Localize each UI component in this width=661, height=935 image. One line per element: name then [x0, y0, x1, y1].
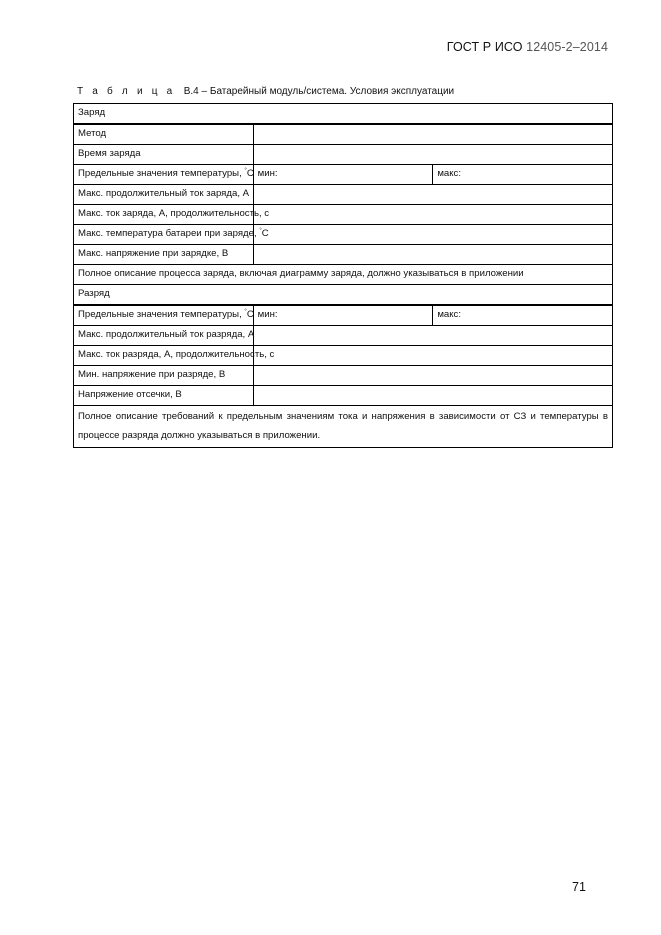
table-row	[74, 245, 613, 265]
charge-temp-min-cell[interactable]	[253, 165, 433, 185]
table-row	[74, 104, 613, 125]
discharge-temp-max-cell[interactable]	[433, 305, 613, 326]
discharge-note: Полное описание требований к предельным значениям тока и напряжения в зависимости от СЗ и температуры в процессе разряда должно указываться в приложении.	[74, 406, 613, 448]
celsius-unit: С	[261, 228, 269, 239]
table-row	[74, 305, 613, 326]
caption-title: Батарейный модуль/система. Условия эксплуатации	[209, 86, 455, 97]
max-cont-discharge-current-value-cell[interactable]	[253, 326, 612, 346]
discharge-temp-min-cell[interactable]	[253, 305, 433, 326]
cutoff-voltage-label: Напряжение отсечки, В	[74, 386, 254, 406]
max-charge-voltage-value-cell[interactable]	[253, 245, 612, 265]
charge-section-header: Заряд	[74, 104, 613, 125]
celsius-unit: С	[246, 168, 254, 179]
caption-dash: –	[201, 86, 208, 97]
max-battery-temp-value-cell[interactable]	[253, 225, 612, 245]
table-row	[74, 346, 613, 366]
max-cont-charge-current-value-cell[interactable]	[253, 185, 612, 205]
discharge-temp-label-cell	[74, 305, 254, 326]
table-row	[74, 145, 613, 165]
charge-note: Полное описание процесса заряда, включая диаграмму заряда, должно указываться в приложении	[74, 265, 613, 285]
max-charge-current-duration-value-cell[interactable]	[253, 205, 612, 225]
table-row	[74, 185, 613, 205]
max-discharge-current-duration-label: Макс. ток разряда, А, продолжительность, с	[74, 346, 254, 366]
table-row	[74, 386, 613, 406]
max-charge-voltage-label: Макс. напряжение при зарядке, В	[74, 245, 254, 265]
degree-sign: °	[259, 228, 262, 234]
degree-sign: °	[244, 309, 247, 315]
charge-temp-label: Предельные значения температуры,	[78, 168, 242, 179]
max-cont-charge-current-label: Макс. продолжительный ток заряда, А	[74, 185, 254, 205]
max-charge-current-duration-label: Макс. ток заряда, А, продолжительность, с	[74, 205, 254, 225]
table-row	[74, 265, 613, 285]
table-row	[74, 124, 613, 145]
table-caption	[77, 86, 454, 97]
max-label: макс:	[437, 168, 462, 179]
table-row	[74, 366, 613, 386]
min-discharge-voltage-label: Мин. напряжение при разряде, В	[74, 366, 254, 386]
cutoff-voltage-value-cell[interactable]	[253, 386, 612, 406]
discharge-temp-label: Предельные значения температуры,	[78, 309, 242, 320]
caption-label: Т а б л и ц а	[77, 86, 176, 97]
page-number: 71	[572, 880, 586, 894]
max-discharge-current-duration-value-cell[interactable]	[253, 346, 612, 366]
max-battery-temp-label-cell	[74, 225, 269, 245]
standard-number: 12405-2–2014	[526, 40, 608, 54]
table-row	[74, 285, 613, 306]
table-row	[74, 326, 613, 346]
max-cont-discharge-current-label: Макс. продолжительный ток разряда, А	[74, 326, 254, 346]
table-row	[74, 205, 613, 225]
operating-conditions-table	[73, 103, 613, 448]
method-label: Метод	[74, 124, 254, 145]
table-row	[74, 165, 613, 185]
charge-time-value-cell[interactable]	[253, 145, 612, 165]
document-header	[447, 40, 608, 54]
standard-code: ГОСТ Р ИСО	[446, 40, 523, 54]
table-row	[74, 406, 613, 448]
degree-sign: °	[244, 168, 247, 174]
charge-time-label: Время заряда	[74, 145, 254, 165]
min-label: мин:	[257, 309, 278, 320]
max-battery-temp-label: Макс. температура батареи при заряде,	[78, 228, 257, 239]
table-row	[74, 225, 613, 245]
min-label: мин:	[257, 168, 278, 179]
charge-temp-label-cell	[74, 165, 254, 185]
discharge-section-header: Разряд	[74, 285, 613, 306]
max-label: макс:	[437, 309, 462, 320]
celsius-unit: С	[246, 309, 254, 320]
charge-temp-max-cell[interactable]	[433, 165, 613, 185]
method-value-cell[interactable]	[253, 124, 612, 145]
caption-number: B.4	[183, 86, 199, 97]
min-discharge-voltage-value-cell[interactable]	[253, 366, 612, 386]
